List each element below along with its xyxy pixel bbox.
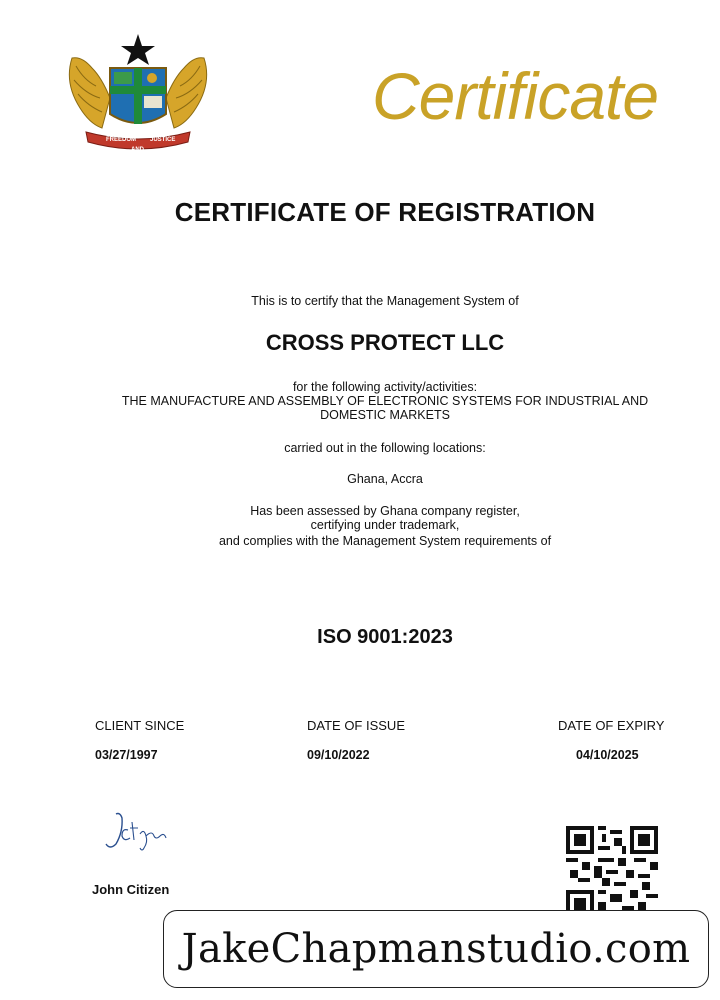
certificate-heading: Certificate bbox=[372, 59, 659, 133]
assessed-line-3: and complies with the Management System requirements of bbox=[218, 534, 552, 548]
client-since-value: 03/27/1997 bbox=[95, 748, 158, 762]
watermark-text: JakeChapmanstudio.com bbox=[181, 926, 691, 972]
emblem-motto-left: FREEDOM bbox=[106, 137, 136, 143]
qr-code-icon bbox=[566, 826, 658, 918]
issue-date-label: DATE OF ISSUE bbox=[307, 718, 405, 733]
activity-line-1: THE MANUFACTURE AND ASSEMBLY OF ELECTRONIC SYSTEMS FOR INDUSTRIAL AND bbox=[121, 394, 649, 408]
activity-line-2: DOMESTIC MARKETS bbox=[320, 408, 450, 422]
watermark-banner bbox=[163, 910, 709, 988]
iso-standard: ISO 9001:2023 bbox=[317, 626, 453, 648]
company-name: CROSS PROTECT LLC bbox=[265, 330, 505, 355]
expiry-date-label: DATE OF EXPIRY bbox=[558, 718, 665, 733]
locations-intro: carried out in the following locations: bbox=[284, 441, 486, 455]
issue-date-value: 09/10/2022 bbox=[307, 748, 370, 762]
certificate-title: CERTIFICATE OF REGISTRATION bbox=[174, 197, 596, 227]
expiry-date-value: 04/10/2025 bbox=[576, 748, 639, 762]
activity-intro: for the following activity/activities: bbox=[292, 380, 478, 394]
signature-image bbox=[98, 808, 178, 856]
assessed-line-2: certifying under trademark, bbox=[310, 518, 460, 532]
signer-name: John Citizen bbox=[92, 882, 170, 897]
emblem-motto-right: JUSTICE bbox=[150, 137, 176, 143]
client-since-label: CLIENT SINCE bbox=[95, 718, 185, 733]
location-text: Ghana, Accra bbox=[347, 472, 423, 486]
intro-text: This is to certify that the Management System of bbox=[251, 294, 519, 308]
coat-of-arms-emblem bbox=[62, 28, 214, 156]
assessed-line-1: Has been assessed by Ghana company register, bbox=[250, 504, 520, 518]
emblem-motto-bottom: AND bbox=[131, 147, 144, 153]
